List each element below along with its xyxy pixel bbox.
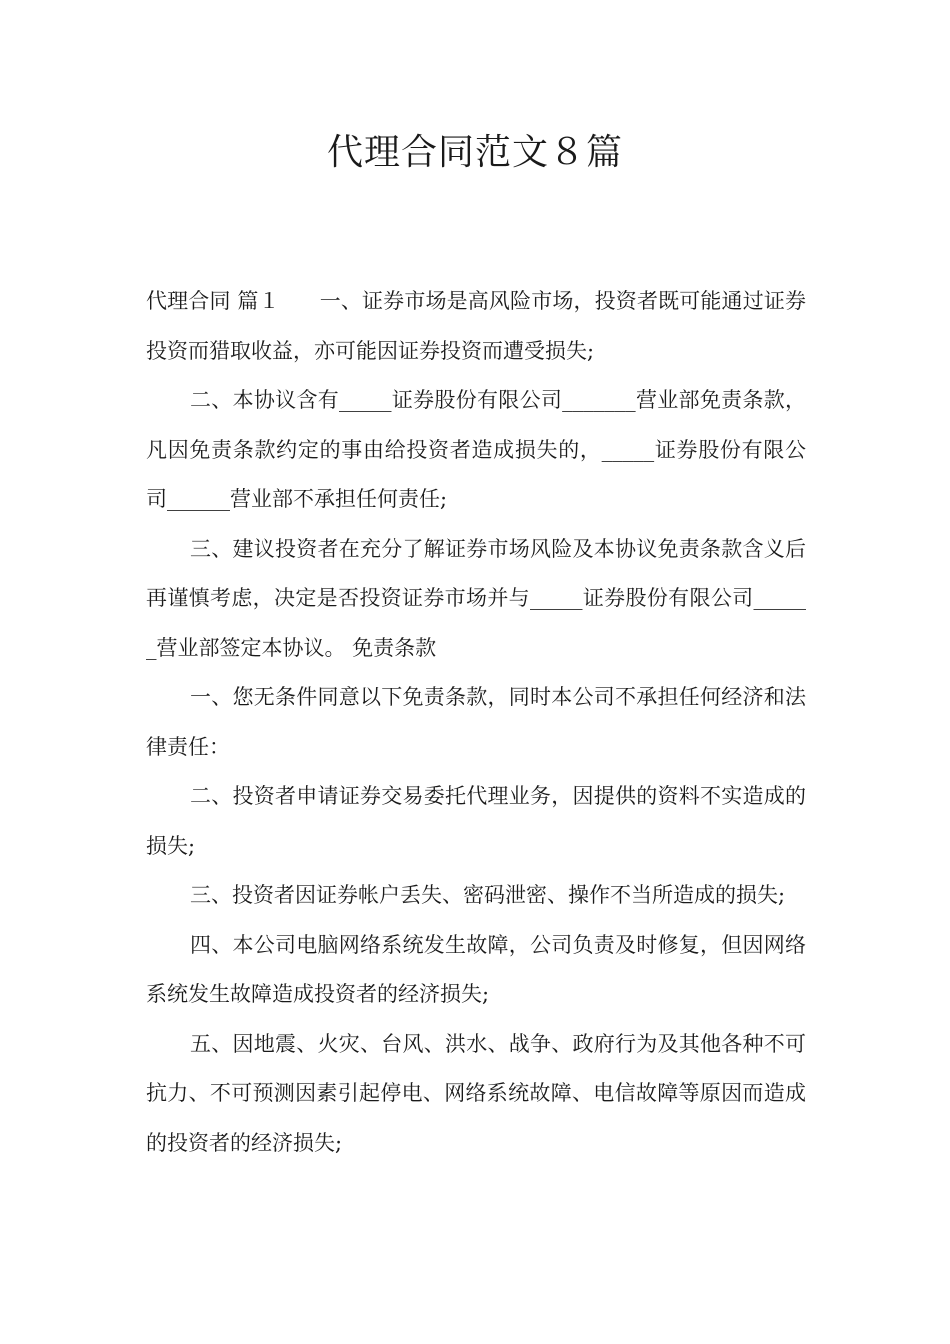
document-body xyxy=(146,277,806,1168)
paragraph-4: 一、您无条件同意以下免责条款，同时本公司不承担任何经济和法律责任： xyxy=(146,685,806,759)
paragraph-2: 二、本协议含有_____证券股份有限公司_______营业部免责条款，凡因免责条款约定的事由给投资者造成损失的，_____证券股份有限公司______营业部不承担任何责任; xyxy=(146,388,806,511)
paragraph-1 xyxy=(146,277,806,376)
paragraph-1-text: 一、证券市场是高风险市场，投资者既可能通过证券投资而猎取收益，亦可能因证券投资而遭受损失; xyxy=(146,289,806,363)
paragraph-8: 五、因地震、火灾、台风、洪水、战争、政府行为及其他各种不可抗力、不可预测因素引起停电、网络系统故障、电信故障等原因而造成的投资者的经济损失; xyxy=(146,1031,806,1155)
document-title: 代理合同范文８篇 xyxy=(326,132,623,173)
paragraph-5: 二、投资者申请证券交易委托代理业务，因提供的资料不实造成的损失; xyxy=(146,784,806,858)
paragraph-3: 三、建议投资者在充分了解证券市场风险及本协议免责条款含义后再谨慎考虑，决定是否投资证券市场并与_____证券股份有限公司______营业部签定本协议。 免责条款 xyxy=(146,536,806,660)
contract-section-label: 代理合同 篇１ xyxy=(146,289,280,313)
paragraph-6: 三、投资者因证券帐户丢失、密码泄密、操作不当所造成的损失; xyxy=(190,883,786,907)
paragraph-7: 四、本公司电脑网络系统发生故障，公司负责及时修复，但因网络系统发生故障造成投资者的经济损失; xyxy=(146,932,806,1006)
